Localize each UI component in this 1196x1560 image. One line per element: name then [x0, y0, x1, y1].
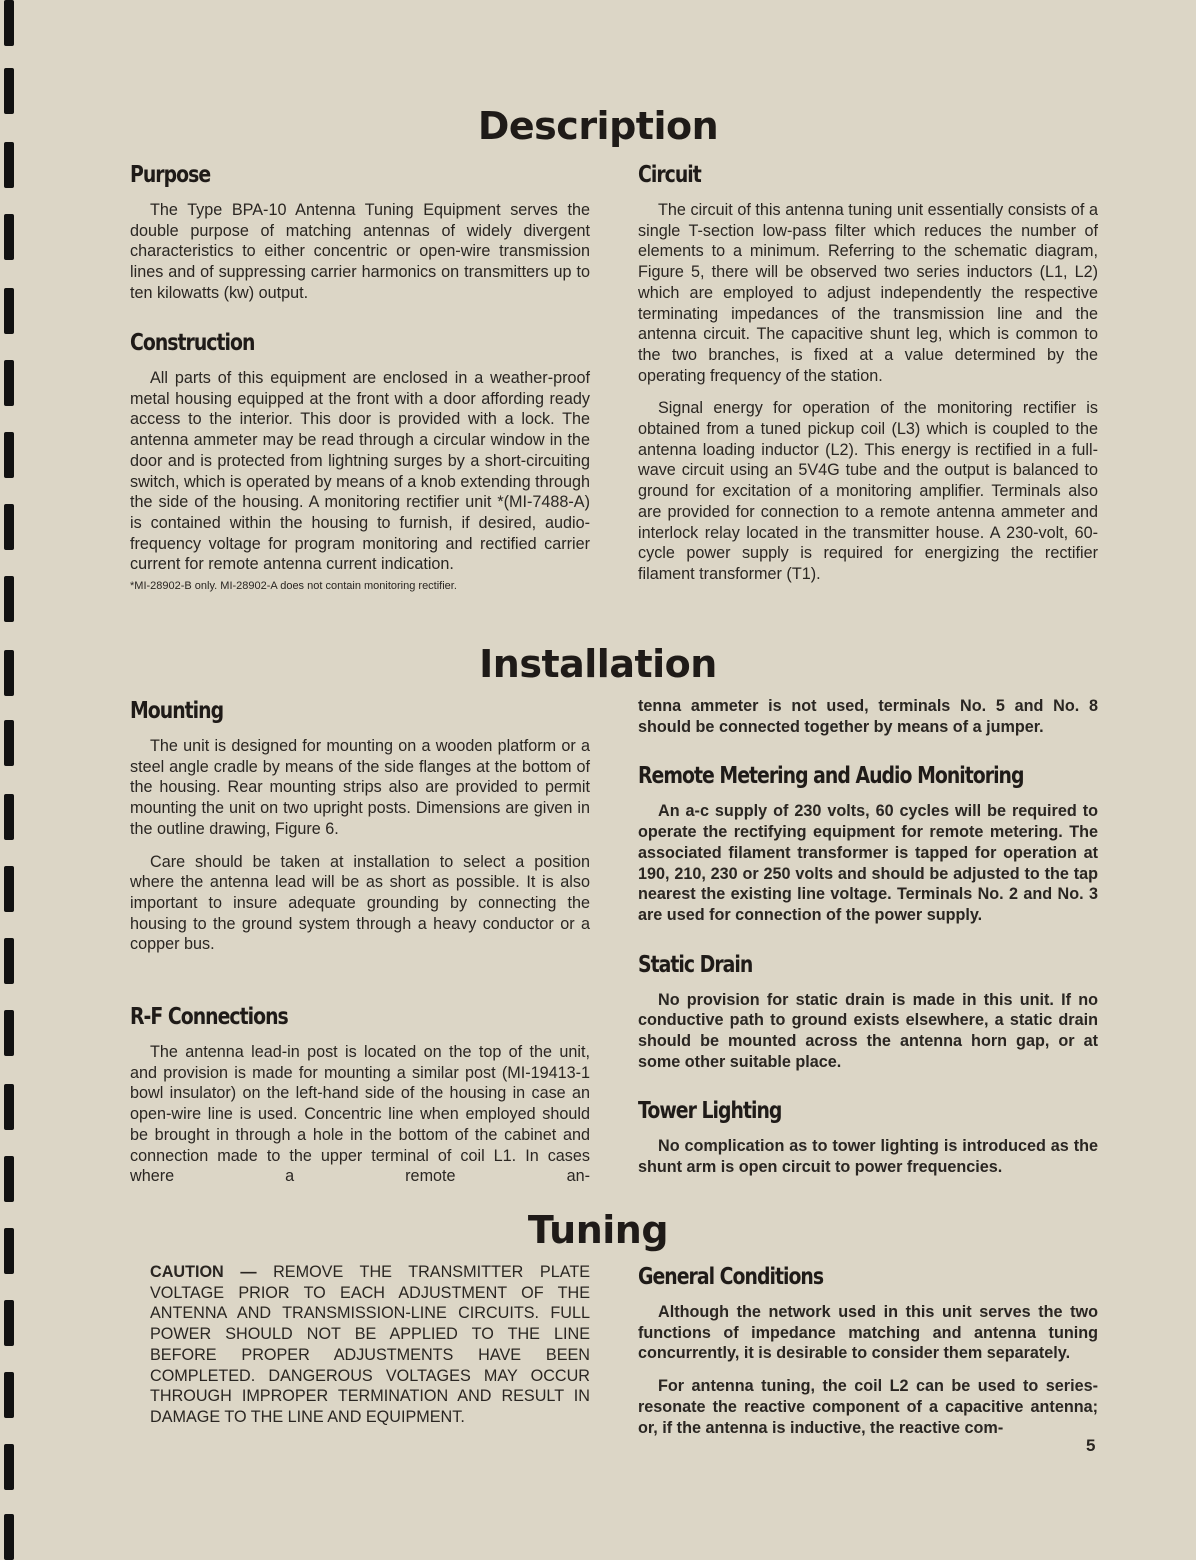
binding-hole: [4, 360, 14, 406]
rf-connections-section: [130, 1002, 590, 1199]
circuit-paragraph-2: Signal energy for operation of the monitoring rectifier is obtained from a tuned pickup coil (L3) which is coupled to the antenna loading inductor (L2). This energy is rectified in a full-wave circuit using an 5V4G tube and the output is balanced to ground for excitation of a monitoring amplifier. Terminals also are provided for connection to a remote antenna ammeter and interlock relay located in the transmitter house. A 230-volt, 60-cycle power supply is required for energizing the rectifier filament transformer (T1).: [638, 399, 1098, 583]
binding-hole: [4, 720, 14, 766]
binding-hole: [4, 794, 14, 840]
remote-metering-paragraph: An a-c supply of 230 volts, 60 cycles will be required to operate the rectifying equipment for remote metering. The associated filament transformer is tapped for operation at 190, 210, 230 or 250 volts and should be adjusted to the tap nearest the existing line voltage. Terminals No. 2 and No. 3 are used for connection of the power supply.: [638, 802, 1098, 924]
purpose-heading: Purpose: [130, 162, 211, 188]
general-conditions-paragraph-2: For antenna tuning, the coil L2 can be used to series-resonate the reactive component of a capacitive antenna; or, if the antenna is inductive, the reactive com-: [638, 1377, 1098, 1437]
mounting-section: [130, 696, 590, 967]
remote-metering-heading: Remote Metering and Audio Monitoring: [638, 763, 1024, 790]
mounting-heading: Mounting: [130, 698, 224, 724]
binding-hole: [4, 214, 14, 260]
section-title-installation: Installation: [479, 642, 717, 686]
binding-hole: [4, 576, 14, 622]
caution-text: REMOVE THE TRANSMITTER PLATE VOLTAGE PRIOR TO EACH ADJUSTMENT OF THE ANTENNA AND TRANSMISSION-LINE CIRCUITS. FULL POWER SHOULD NOT BE APPLIED TO THE LINE BEFORE PROPER ADJUSTMENTS HAVE BEEN COMPLETED. DANGEROUS VOLTAGES MAY OCCUR THROUGH IMPROPER TERMINATION AND RESULT IN DAMAGE TO THE LINE AND EQUIPMENT.: [150, 1263, 591, 1426]
rf-connections-continued: tenna ammeter is not used, terminals No. 5 and No. 8 should be connected together by means of a jumper.: [638, 697, 1098, 736]
binding-hole: [4, 1156, 14, 1202]
binding-hole: [4, 432, 14, 478]
binding-hole: [4, 866, 14, 912]
circuit-section: [638, 160, 1098, 597]
installation-right-column: [638, 696, 1098, 1190]
general-conditions-section: [638, 1262, 1098, 1450]
caution-label: CAUTION —: [150, 1263, 257, 1281]
construction-footnote: *MI-28902-B only. MI-28902-A does not contain monitoring rectifier.: [130, 580, 457, 593]
construction-heading: Construction: [130, 330, 255, 356]
circuit-paragraph-1: The circuit of this antenna tuning unit essentially consists of a single T-section low-pass filter which reduces the number of elements to a minimum. Referring to the schematic diagram, Figure 5, there will be observed two series inductors (L1, L2) which are employed to adjust independently the respective terminating impedances of the transmission line and the antenna circuit. The capacitive shunt leg, which is common to the two branches, is fixed at a value determined by the operating frequency of the station.: [638, 201, 1098, 385]
section-title-description: Description: [477, 104, 719, 148]
binding-hole: [4, 1372, 14, 1418]
construction-section: [130, 328, 590, 593]
mounting-paragraph-1: The unit is designed for mounting on a wooden platform or a steel angle cradle by means of the side flanges at the bottom of the housing. Rear mounting strips also are provided to permit mounting the unit on two upright posts. Dimensions are given in the outline drawing, Figure 6.: [130, 737, 590, 838]
binding-hole: [4, 1084, 14, 1130]
caution-paragraph: [130, 1262, 590, 1428]
purpose-section: [130, 160, 590, 316]
purpose-paragraph: The Type BPA-10 Antenna Tuning Equipment serves the double purpose of matching antennas of widely divergent characteristics to either concentric or open-wire transmission lines and of suppressing carrier harmonics on transmitters up to ten kilowatts (kw) output.: [130, 201, 590, 302]
general-conditions-paragraph-1: Although the network used in this unit serves the two functions of impedance matching and antenna tuning concurrently, it is desirable to consider them separately.: [638, 1303, 1098, 1363]
binding-hole: [4, 504, 14, 550]
spiral-binding: [4, 0, 16, 1560]
binding-hole: [4, 142, 14, 188]
binding-hole: [4, 1300, 14, 1346]
tower-lighting-paragraph: No complication as to tower lighting is introduced as the shunt arm is open circuit to power frequencies.: [638, 1137, 1098, 1177]
binding-hole: [4, 0, 14, 46]
binding-hole: [4, 288, 14, 334]
construction-paragraph: All parts of this equipment are enclosed in a weather-proof metal housing equipped at the front with a door affording ready access to the interior. This door is provided with a lock. The antenna ammeter may be read through a circular window in the door and is protected from lightning surges by a short-circuiting switch, which is operated by means of a knob extending through the side of the housing. A monitoring rectifier unit *(MI-7488-A) is contained within the housing to furnish, if desired, audio-frequency voltage for program monitoring and rectified carrier current for remote antenna current indication.: [130, 369, 590, 574]
circuit-heading: Circuit: [638, 162, 701, 188]
binding-hole: [4, 1444, 14, 1490]
page-number: 5: [1086, 1436, 1096, 1455]
binding-hole: [4, 938, 14, 984]
static-drain-paragraph: No provision for static drain is made in this unit. If no conductive path to ground exists elsewhere, a static drain should be mounted across the antenna horn gap, or at some other suitable place.: [638, 990, 1098, 1071]
binding-hole: [4, 1514, 14, 1560]
general-conditions-heading: General Conditions: [638, 1264, 824, 1290]
tower-lighting-heading: Tower Lighting: [638, 1098, 782, 1125]
section-title-tuning: Tuning: [527, 1208, 669, 1252]
mounting-paragraph-2: Care should be taken at installation to select a position where the antenna lead will be as short as possible. It is also important to insure adequate grounding by connecting the housing to the ground system through a heavy conductor or a copper bus.: [130, 852, 590, 954]
rf-connections-paragraph: The antenna lead-in post is located on the top of the unit, and provision is made for mounting a similar post (MI-19413-1 bowl insulator) on the left-hand side of the housing in case an open-wire line is used. Concentric line when employed should be brought in through a hole in the bottom of the cabinet and connection made to the upper terminal of coil L1. In cases where a remote an-: [130, 1043, 590, 1186]
caution-section: [130, 1262, 590, 1440]
static-drain-heading: Static Drain: [638, 951, 753, 978]
binding-hole: [4, 1010, 14, 1056]
rf-connections-heading: R-F Connections: [130, 1004, 288, 1030]
